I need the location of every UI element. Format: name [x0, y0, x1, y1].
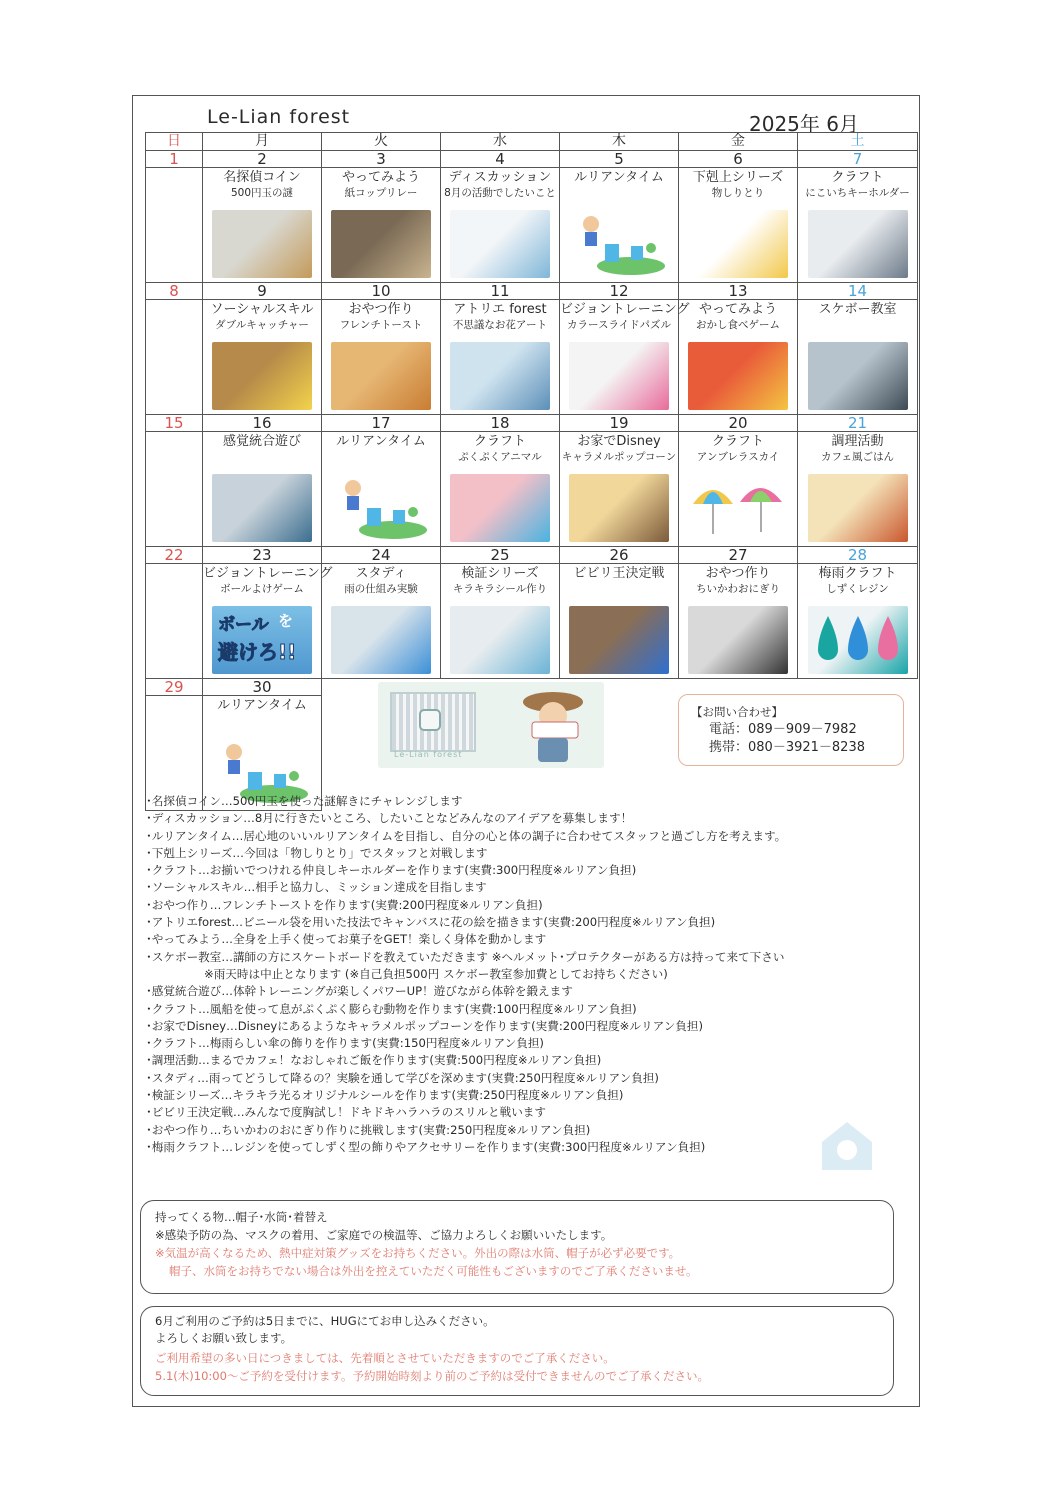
event-cell[interactable] [203, 300, 322, 415]
event-title: やってみよう [341, 170, 420, 185]
event-title: やってみよう [698, 302, 777, 317]
event-cell[interactable] [798, 168, 918, 283]
event-subtitle: 500円玉の謎 [230, 187, 294, 199]
sensory-play-photo [212, 474, 312, 542]
event-cell[interactable] [560, 564, 679, 679]
coin-detective-photo [212, 210, 312, 278]
popcorn-photo [569, 474, 669, 542]
event-title: スケボー教室 [818, 302, 897, 317]
banner-text: 避けろ!! [218, 640, 297, 664]
activity-note: ･調理活動…まるでカフェ！なおしゃれご飯を作ります(実費:500円程度※ルリアン負担) [146, 1053, 602, 1068]
date-number: 9 [203, 283, 322, 300]
activity-note: ･ディスカッション…8月に行きたいところ、したいことなどみんなのアイデアを募集します！ [146, 811, 633, 826]
empty-sunday-cell [146, 432, 203, 547]
date-number: 1 [146, 151, 203, 168]
qr-caption: Le-Lian forest [394, 750, 463, 759]
activity-note: ･アトリエforest…ビニール袋を用いた技法でキャンバスに花の絵を描きます(実費:200円程度※ルリアン負担) [146, 915, 716, 930]
event-title: ビジョントレーニング [560, 302, 690, 317]
date-number: 25 [441, 547, 560, 564]
contact-box [678, 694, 904, 766]
event-cell[interactable] [679, 168, 798, 283]
banner-text: ボール [218, 615, 269, 635]
summer-ideas-photo [450, 210, 550, 278]
date-row [146, 415, 918, 432]
event-cell[interactable] [560, 432, 679, 547]
event-subtitle: キャラメルポップコーン [561, 451, 677, 463]
notice-items-line4: 帽子、水筒をお持ちでない場合は外出を控えていただく可能性もございますのでご了承くださいませ。 [169, 1264, 698, 1278]
qr-banner [378, 682, 604, 768]
notice-items-line2: ※感染予防の為、マスクの着用、ご家庭での検温等、ご協力よろしくお願いいたします。 [155, 1228, 613, 1242]
event-cell[interactable] [322, 432, 441, 547]
event-cell[interactable] [560, 300, 690, 415]
event-title: ディスカッション [448, 170, 552, 185]
date-number: 26 [560, 547, 679, 564]
date-number: 18 [441, 415, 560, 432]
event-subtitle: ボールよけゲーム [220, 583, 304, 595]
event-cell[interactable] [203, 564, 333, 679]
activity-notes [146, 793, 906, 1156]
event-subtitle: にこいちキーホルダー [805, 187, 910, 199]
activity-note: ･おやつ作り…ちいかわのおにぎり作りに挑戦します(実費:250円程度※ルリアン負担) [146, 1122, 591, 1137]
date-number: 27 [679, 547, 798, 564]
date-number: 11 [441, 283, 560, 300]
date-number: 29 [146, 679, 203, 696]
event-cell[interactable] [322, 564, 441, 679]
date-number: 12 [560, 283, 679, 300]
date-number: 21 [798, 415, 918, 432]
paper-cup-relay-photo [331, 210, 431, 278]
event-cell[interactable] [441, 564, 560, 679]
notice-items-line3: ※気温が高くなるため、熱中症対策グッズをお持ちください。外出の際は水筒、帽子が必ず必要です。 [155, 1246, 681, 1260]
empty-sunday-cell [146, 300, 203, 415]
calendar-header [145, 96, 917, 136]
event-title: おやつ作り [705, 566, 771, 581]
event-title: クラフト [831, 170, 884, 185]
weekday-wed: 水 [441, 133, 560, 151]
onigiri-photo [688, 606, 788, 674]
activity-note: ･クラフト…お揃いでつけれる仲良しキーホルダーを作ります(実費:300円程度※ルリアン負担) [146, 863, 637, 878]
event-title: ソーシャルスキル [210, 302, 314, 317]
snack-game-photo [688, 342, 788, 410]
date-number: 4 [441, 151, 560, 168]
date-number: 5 [560, 151, 679, 168]
event-title: おやつ作り [348, 302, 414, 317]
event-subtitle: ちいかわおにぎり [696, 583, 780, 595]
event-cell[interactable] [441, 432, 560, 547]
event-row [146, 564, 918, 679]
event-title: クラフト [473, 434, 526, 449]
event-row [146, 432, 918, 547]
event-subtitle: カラースライドパズル [567, 319, 671, 331]
event-subtitle: カフェ風ごはん [821, 451, 894, 463]
lurian-time-photo [569, 210, 669, 278]
date-number: 23 [203, 547, 322, 564]
date-number: 30 [203, 679, 322, 696]
activity-note: ･名探偵コイン…500円玉を使った謎解きにチャレンジします [146, 794, 463, 808]
event-subtitle: 不思議なお花アート [452, 319, 548, 331]
event-title: 感覚統合遊び [222, 434, 301, 449]
notice-reservation-line2: よろしくお願い致します。 [155, 1331, 293, 1345]
event-title: スタディ [355, 566, 407, 581]
event-row [146, 300, 918, 415]
event-subtitle: フレンチトースト [339, 319, 423, 331]
weekday-tue: 火 [322, 133, 441, 151]
weekday-fri: 金 [679, 133, 798, 151]
event-title: ビジョントレーニング [203, 566, 333, 581]
notice-items-box [140, 1200, 894, 1294]
event-cell[interactable] [798, 564, 918, 679]
event-subtitle: 雨の仕組み実験 [344, 583, 418, 595]
mascot-image [508, 686, 598, 764]
event-cell[interactable] [560, 168, 679, 283]
event-title: ルリアンタイム [574, 170, 664, 185]
activity-note: ･クラフト…梅雨らしい傘の飾りを作ります(実費:150円程度※ルリアン負担) [146, 1036, 544, 1051]
date-number: 24 [322, 547, 441, 564]
facility-name: Le-Lian forest [207, 106, 351, 128]
event-title: 梅雨クラフト [818, 566, 897, 581]
activity-note: ･ソーシャルスキル…相手と協力し、ミッション達成を目指します [146, 880, 487, 895]
event-subtitle: 紙コップリレー [344, 187, 418, 199]
color-puzzle-photo [569, 342, 669, 410]
weekday-row [146, 133, 918, 151]
date-number: 8 [146, 283, 203, 300]
empty-sunday-cell [146, 564, 203, 679]
contact-title: 【お問い合わせ】 [691, 705, 783, 719]
event-row [146, 168, 918, 283]
date-number: 22 [146, 547, 203, 564]
umbrella-sky-photo [688, 474, 788, 542]
date-number: 13 [679, 283, 798, 300]
event-title: ビビリ王決定戦 [573, 566, 665, 581]
calendar-month: 2025年 6月 [749, 112, 859, 136]
activity-note: ･おやつ作り…フレンチトーストを作ります(実費:200円程度※ルリアン負担) [146, 897, 543, 912]
event-title: クラフト [711, 434, 764, 449]
resin-drops-photo [808, 606, 908, 674]
event-title: お家でDisney [577, 434, 661, 449]
keyholder-photo [808, 210, 908, 278]
weekday-mon: 月 [203, 133, 322, 151]
sticker-photo [450, 606, 550, 674]
activity-note: ･スタディ…雨ってどうして降るの？実験を通して学びを深めます(実費:250円程度※ルリアン負担) [146, 1070, 659, 1085]
date-row [146, 151, 918, 168]
shiritori-photo [688, 210, 788, 278]
date-number: 17 [322, 415, 441, 432]
event-title: ルリアンタイム [336, 434, 426, 449]
activity-note: ･ビビリ王決定戦…みんなで度胸試し！ドキドキハラハラのスリルと戦います [146, 1105, 546, 1120]
event-cell[interactable] [203, 168, 322, 283]
ball-dodge-photo [212, 606, 312, 674]
event-title: アトリエ forest [453, 302, 547, 317]
empty-sunday-cell [146, 168, 203, 283]
event-cell[interactable] [203, 432, 322, 547]
event-subtitle: ダブルキャッチャー [215, 319, 309, 331]
event-cell[interactable] [798, 432, 918, 547]
banner-text: を [278, 612, 294, 630]
event-subtitle: キラキラシール作り [452, 583, 548, 595]
event-subtitle: おかし食べゲーム [696, 319, 780, 331]
event-subtitle: 8月の活動でしたいこと [444, 187, 556, 199]
date-number: 19 [560, 415, 679, 432]
event-cell[interactable] [441, 168, 560, 283]
date-number: 16 [203, 415, 322, 432]
notice-reservation-line3: ご利用希望の多い日につきましては、先着順とさせていただきますのでご了承ください。 [155, 1351, 615, 1365]
balloon-animal-photo [450, 474, 550, 542]
date-number: 10 [322, 283, 441, 300]
notice-items-line1: 持ってくる物…帽子･水筒･着替え [155, 1210, 328, 1224]
french-toast-photo [331, 342, 431, 410]
date-number: 7 [798, 151, 918, 168]
rain-experiment-photo [331, 606, 431, 674]
activity-note: ･梅雨クラフト…レジンを使ってしずく型の飾りやアクセサリーを作ります(実費:300円程度※ルリアン負担) [146, 1139, 706, 1154]
activity-note: ･感覚統合遊び…体幹トレーニングが楽しくパワーUP！遊びながら体幹を鍛えます [146, 984, 573, 999]
event-cell[interactable] [679, 564, 798, 679]
event-subtitle: アンブレラスカイ [696, 451, 780, 463]
event-title: 調理活動 [831, 434, 884, 449]
event-cell[interactable] [322, 300, 441, 415]
double-catcher-photo [212, 342, 312, 410]
weekday-sat: 土 [798, 133, 918, 151]
event-cell[interactable] [441, 300, 560, 415]
event-title: 下剋上シリーズ [692, 170, 784, 185]
date-row [146, 283, 918, 300]
event-subtitle: しずくレジン [826, 583, 889, 595]
date-number: 6 [679, 151, 798, 168]
date-number: 14 [798, 283, 918, 300]
watermark-logo-icon [812, 1112, 882, 1182]
activity-note: ･お家でDisney…Disneyにあるようなキャラメルポップコーンを作ります(実費:200円程度※ルリアン負担) [146, 1018, 704, 1033]
date-number: 2 [203, 151, 322, 168]
contact-phone[interactable]: 電話：089－909－7982 [709, 722, 857, 737]
weekday-sun: 日 [146, 133, 203, 151]
event-cell[interactable] [322, 168, 441, 283]
notice-reservation-line4: 5.1(木)10:00～ご予約を受付けます。予約開始時刻より前のご予約は受付できませんのでご了承ください。 [155, 1369, 709, 1383]
activity-note: ※雨天時は中止となります (※自己負担500円 スケボー教室参加費としてお持ちください) [204, 966, 668, 981]
activity-note: ･下剋上シリーズ…今回は「物しりとり」でスタッフと対戦します [146, 845, 488, 860]
notice-reservation-box [140, 1306, 894, 1396]
event-subtitle: ぷくぷくアニマル [458, 451, 542, 463]
event-cell[interactable] [679, 432, 798, 547]
contact-mobile[interactable]: 携帯：080－3921－8238 [709, 740, 865, 755]
event-cell[interactable] [798, 300, 918, 415]
event-subtitle: 物しりとり [711, 187, 765, 199]
skateboard-photo [808, 342, 908, 410]
notice-reservation-line1: 6月ご利用のご予約は5日までに、HUGにてお申し込みください。 [155, 1314, 495, 1328]
activity-note: ･やってみよう…全身を上手く使ってお菓子をGET！楽しく身体を動かします [146, 932, 547, 947]
weekday-thu: 木 [560, 133, 679, 151]
date-number: 28 [798, 547, 918, 564]
date-number: 15 [146, 415, 203, 432]
event-title: 検証シリーズ [461, 566, 539, 581]
activity-note: ･クラフト…風船を使って息がぷくぷく膨らむ動物を作ります(実費:100円程度※ルリアン負担) [146, 1001, 637, 1016]
cafe-meal-photo [808, 474, 908, 542]
event-title: ルリアンタイム [217, 698, 307, 713]
activity-note: ･検証シリーズ…キラキラ光るオリジナルシールを作ります(実費:250円程度※ルリアン負担) [146, 1088, 624, 1103]
activity-note: ･スケボー教室…講師の方にスケートボードを教えていただきます ※ヘルメット･プロテクターがある方は持って来て下さい [146, 949, 785, 964]
bibiri-photo [569, 606, 669, 674]
date-number: 3 [322, 151, 441, 168]
instagram-icon [419, 709, 441, 731]
activity-note: ･ルリアンタイム…居心地のいいルリアンタイムを目指し、自分の心と体の調子に合わせてスタッフと過ごし方を考えます。 [146, 828, 787, 843]
event-title: 名探偵コイン [223, 170, 301, 185]
date-number: 20 [679, 415, 798, 432]
flower-art-photo [450, 342, 550, 410]
date-row [146, 547, 918, 564]
event-cell[interactable] [679, 300, 798, 415]
lurian-time-photo [331, 474, 431, 542]
